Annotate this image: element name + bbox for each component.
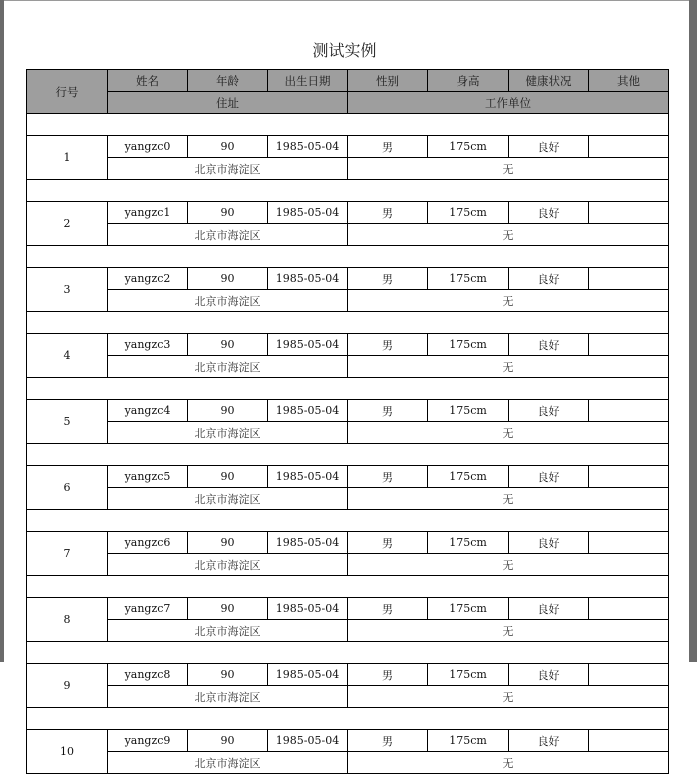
age-cell: 90 bbox=[188, 334, 268, 356]
work-unit-cell: 无 bbox=[348, 422, 669, 444]
birth-date-cell: 1985-05-04 bbox=[268, 532, 348, 554]
health-cell: 良好 bbox=[509, 730, 589, 752]
row-separator bbox=[27, 180, 669, 202]
age-cell: 90 bbox=[188, 730, 268, 752]
health-cell: 良好 bbox=[509, 334, 589, 356]
name-cell: yangzc0 bbox=[108, 136, 188, 158]
gender-cell: 男 bbox=[348, 334, 428, 356]
work-unit-cell: 无 bbox=[348, 356, 669, 378]
separator-cell bbox=[27, 378, 669, 400]
header-row-number: 行号 bbox=[27, 70, 108, 114]
name-cell: yangzc7 bbox=[108, 598, 188, 620]
separator-cell bbox=[27, 444, 669, 466]
address-cell: 北京市海淀区 bbox=[108, 158, 348, 180]
header-birth-date: 出生日期 bbox=[268, 70, 348, 92]
birth-date-cell: 1985-05-04 bbox=[268, 268, 348, 290]
row-number-cell: 2 bbox=[27, 202, 108, 246]
gender-cell: 男 bbox=[348, 400, 428, 422]
birth-date-cell: 1985-05-04 bbox=[268, 202, 348, 224]
height-cell: 175cm bbox=[428, 664, 509, 686]
table-row-detail bbox=[27, 488, 669, 510]
viewer-right-frame bbox=[689, 0, 697, 662]
other-cell bbox=[589, 466, 669, 488]
health-cell: 良好 bbox=[509, 466, 589, 488]
address-cell: 北京市海淀区 bbox=[108, 224, 348, 246]
table-row bbox=[27, 466, 669, 488]
birth-date-cell: 1985-05-04 bbox=[268, 400, 348, 422]
birth-date-cell: 1985-05-04 bbox=[268, 730, 348, 752]
birth-date-cell: 1985-05-04 bbox=[268, 466, 348, 488]
name-cell: yangzc8 bbox=[108, 664, 188, 686]
health-cell: 良好 bbox=[509, 400, 589, 422]
row-separator bbox=[27, 312, 669, 334]
other-cell bbox=[589, 730, 669, 752]
work-unit-cell: 无 bbox=[348, 752, 669, 774]
name-cell: yangzc2 bbox=[108, 268, 188, 290]
address-cell: 北京市海淀区 bbox=[108, 290, 348, 312]
page-top-border bbox=[0, 0, 697, 1]
header-work-unit: 工作单位 bbox=[348, 92, 669, 114]
age-cell: 90 bbox=[188, 664, 268, 686]
work-unit-cell: 无 bbox=[348, 488, 669, 510]
work-unit-cell: 无 bbox=[348, 554, 669, 576]
address-cell: 北京市海淀区 bbox=[108, 686, 348, 708]
header-other: 其他 bbox=[589, 70, 669, 92]
separator-cell bbox=[27, 576, 669, 598]
separator-cell bbox=[27, 246, 669, 268]
table-body bbox=[27, 114, 669, 774]
other-cell bbox=[589, 598, 669, 620]
address-cell: 北京市海淀区 bbox=[108, 752, 348, 774]
height-cell: 175cm bbox=[428, 202, 509, 224]
name-cell: yangzc6 bbox=[108, 532, 188, 554]
table-row bbox=[27, 532, 669, 554]
table-row bbox=[27, 136, 669, 158]
table-row-detail bbox=[27, 224, 669, 246]
separator-cell bbox=[27, 114, 669, 136]
health-cell: 良好 bbox=[509, 532, 589, 554]
height-cell: 175cm bbox=[428, 532, 509, 554]
height-cell: 175cm bbox=[428, 466, 509, 488]
separator-cell bbox=[27, 510, 669, 532]
address-cell: 北京市海淀区 bbox=[108, 422, 348, 444]
gender-cell: 男 bbox=[348, 664, 428, 686]
row-separator bbox=[27, 510, 669, 532]
row-number-cell: 1 bbox=[27, 136, 108, 180]
work-unit-cell: 无 bbox=[348, 290, 669, 312]
address-cell: 北京市海淀区 bbox=[108, 554, 348, 576]
gender-cell: 男 bbox=[348, 202, 428, 224]
header-gender: 性别 bbox=[348, 70, 428, 92]
name-cell: yangzc3 bbox=[108, 334, 188, 356]
table-row-detail bbox=[27, 422, 669, 444]
row-number-cell: 3 bbox=[27, 268, 108, 312]
age-cell: 90 bbox=[188, 532, 268, 554]
age-cell: 90 bbox=[188, 202, 268, 224]
table-row-detail bbox=[27, 356, 669, 378]
row-number-cell: 8 bbox=[27, 598, 108, 642]
height-cell: 175cm bbox=[428, 334, 509, 356]
separator-cell bbox=[27, 312, 669, 334]
name-cell: yangzc5 bbox=[108, 466, 188, 488]
row-number-cell: 4 bbox=[27, 334, 108, 378]
row-separator bbox=[27, 246, 669, 268]
gender-cell: 男 bbox=[348, 268, 428, 290]
height-cell: 175cm bbox=[428, 136, 509, 158]
gender-cell: 男 bbox=[348, 598, 428, 620]
height-cell: 175cm bbox=[428, 598, 509, 620]
row-separator bbox=[27, 576, 669, 598]
row-separator bbox=[27, 708, 669, 730]
row-separator bbox=[27, 444, 669, 466]
age-cell: 90 bbox=[188, 466, 268, 488]
table-row bbox=[27, 730, 669, 752]
name-cell: yangzc9 bbox=[108, 730, 188, 752]
table-header bbox=[27, 70, 669, 114]
header-name: 姓名 bbox=[108, 70, 188, 92]
data-table bbox=[26, 69, 669, 774]
row-number-cell: 5 bbox=[27, 400, 108, 444]
row-number-cell: 9 bbox=[27, 664, 108, 708]
work-unit-cell: 无 bbox=[348, 158, 669, 180]
table-row-detail bbox=[27, 686, 669, 708]
separator-cell bbox=[27, 708, 669, 730]
row-separator bbox=[27, 642, 669, 664]
table-row-detail bbox=[27, 554, 669, 576]
birth-date-cell: 1985-05-04 bbox=[268, 334, 348, 356]
other-cell bbox=[589, 400, 669, 422]
work-unit-cell: 无 bbox=[348, 620, 669, 642]
separator-cell bbox=[27, 642, 669, 664]
height-cell: 175cm bbox=[428, 730, 509, 752]
table-row bbox=[27, 202, 669, 224]
health-cell: 良好 bbox=[509, 202, 589, 224]
other-cell bbox=[589, 136, 669, 158]
gender-cell: 男 bbox=[348, 532, 428, 554]
name-cell: yangzc4 bbox=[108, 400, 188, 422]
table-row bbox=[27, 664, 669, 686]
header-health: 健康状况 bbox=[509, 70, 589, 92]
age-cell: 90 bbox=[188, 400, 268, 422]
name-cell: yangzc1 bbox=[108, 202, 188, 224]
gender-cell: 男 bbox=[348, 466, 428, 488]
other-cell bbox=[589, 664, 669, 686]
health-cell: 良好 bbox=[509, 664, 589, 686]
gender-cell: 男 bbox=[348, 136, 428, 158]
table-row bbox=[27, 268, 669, 290]
height-cell: 175cm bbox=[428, 268, 509, 290]
row-number-cell: 10 bbox=[27, 730, 108, 774]
gender-cell: 男 bbox=[348, 730, 428, 752]
age-cell: 90 bbox=[188, 598, 268, 620]
health-cell: 良好 bbox=[509, 136, 589, 158]
row-separator bbox=[27, 378, 669, 400]
header-address: 住址 bbox=[108, 92, 348, 114]
birth-date-cell: 1985-05-04 bbox=[268, 598, 348, 620]
health-cell: 良好 bbox=[509, 268, 589, 290]
table-row bbox=[27, 400, 669, 422]
header-age: 年龄 bbox=[188, 70, 268, 92]
address-cell: 北京市海淀区 bbox=[108, 620, 348, 642]
table-row-detail bbox=[27, 158, 669, 180]
table-row-detail bbox=[27, 290, 669, 312]
table-row-detail bbox=[27, 752, 669, 774]
age-cell: 90 bbox=[188, 268, 268, 290]
row-number-cell: 7 bbox=[27, 532, 108, 576]
birth-date-cell: 1985-05-04 bbox=[268, 664, 348, 686]
other-cell bbox=[589, 334, 669, 356]
height-cell: 175cm bbox=[428, 400, 509, 422]
work-unit-cell: 无 bbox=[348, 686, 669, 708]
health-cell: 良好 bbox=[509, 598, 589, 620]
birth-date-cell: 1985-05-04 bbox=[268, 136, 348, 158]
age-cell: 90 bbox=[188, 136, 268, 158]
address-cell: 北京市海淀区 bbox=[108, 488, 348, 510]
other-cell bbox=[589, 202, 669, 224]
row-separator bbox=[27, 114, 669, 136]
document-title: 测试实例 bbox=[312, 41, 377, 60]
address-cell: 北京市海淀区 bbox=[108, 356, 348, 378]
separator-cell bbox=[27, 180, 669, 202]
work-unit-cell: 无 bbox=[348, 224, 669, 246]
row-number-cell: 6 bbox=[27, 466, 108, 510]
header-height: 身高 bbox=[428, 70, 509, 92]
viewer-left-frame bbox=[0, 0, 4, 662]
table-row-detail bbox=[27, 620, 669, 642]
other-cell bbox=[589, 268, 669, 290]
other-cell bbox=[589, 532, 669, 554]
table-row bbox=[27, 334, 669, 356]
table-row bbox=[27, 598, 669, 620]
